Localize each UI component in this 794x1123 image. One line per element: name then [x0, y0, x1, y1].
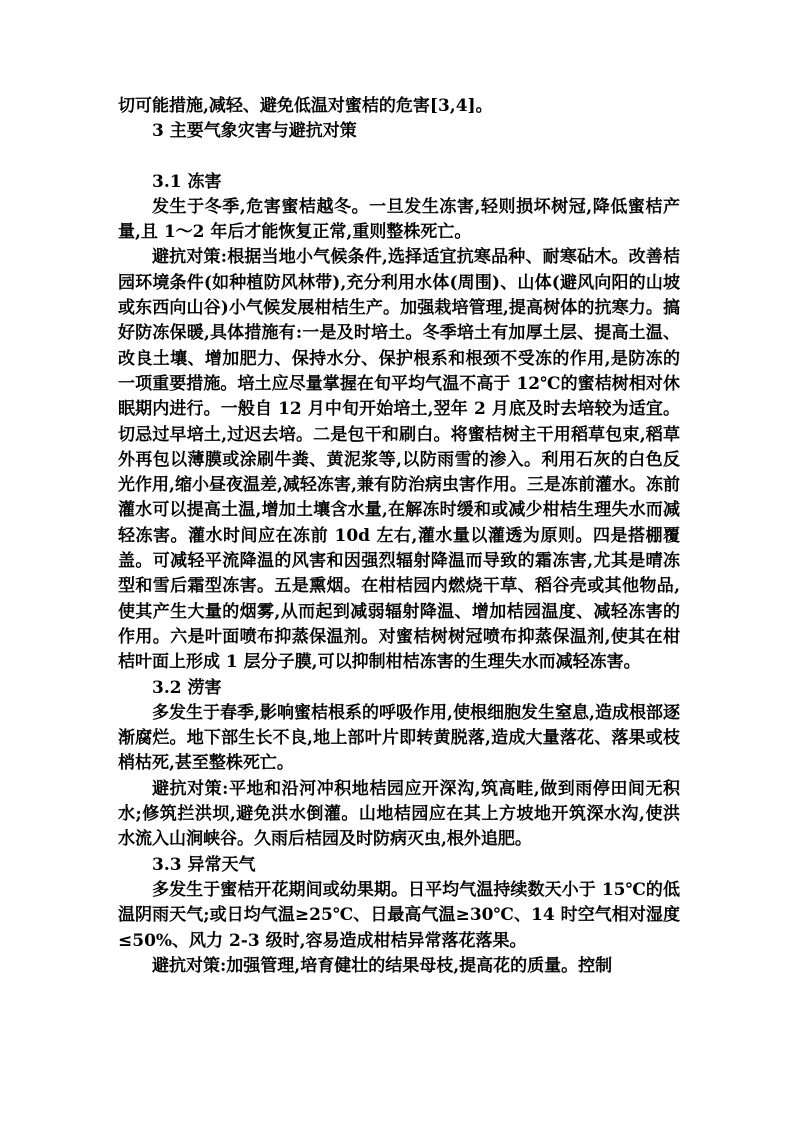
section-3-heading: 3 主要气象灾害与避抗对策 [152, 121, 357, 142]
section-3-1-paragraph-2: 避抗对策:根据当地小气候条件,选择适宜抗寒品种、耐寒砧木。改善桔园环境条件(如种植防风林带),充分利用水体(周围)、山体(避风向阳的山坡或东西向山谷)小气候发展柑桔生产。加强栽培管理,提高树体的抗寒力。搞好防冻保暖,具体措施有:一是及时培土。冬季培土有加厚土层、提高土温、改良土壤、增加肥力、保持水分、保护根系和根颈不受冻的作用,是防冻的一项重要措施。培土应尽量掌握在旬平均气温不高于 12℃的蜜桔树相对休眠期内进行。一般自 12 月中旬开始培土,翌年 2 月底及时去培较为适宜。切忌过早培土,过迟去培。二是包干和刷白。将蜜桔树主干用稻草包束,稻草外再包以薄膜或涂刷牛粪、黄泥浆等,以防雨雪的渗入。利用石灰的白色反光作用,缩小昼夜温差,减轻冻害,兼有防治病虫害作用。三是冻前灌水。冻前灌水可以提高土温,增加土壤含水量,在解冻时缓和或减少柑桔生理失水而减轻冻害。灌水时间应在冻前 10d 左右,灌水量以灌透为原则。四是搭棚覆盖。可减轻平流降温的风害和因强烈辐射降温而导致的霜冻害,尤其是晴冻型和雪后霜型冻害。五是熏烟。在柑桔园内燃烧干草、稻谷壳或其他物品,使其产生大量的烟雾,从而起到减弱辐射降温、增加桔园温度、减轻冻害的作用。六是叶面喷布抑蒸保温剂。对蜜桔树树冠喷布抑蒸保温剂,使其在柑桔叶面上形成 1 层分子膜,可以抑制柑桔冻害的生理失水而减轻冻害。 [118, 247, 680, 673]
document-page [118, 94, 680, 979]
intro-tail-paragraph: 切可能措施,减轻、避免低温对蜜桔的危害[3,4]。 [118, 96, 493, 116]
section-3-1-heading: 3.1 冻害 [152, 171, 222, 192]
section-3-3-paragraph-2: 避抗对策:加强管理,培育健壮的结果母枝,提高花的质量。控制 [152, 955, 613, 976]
section-3-3-heading: 3.3 异常天气 [152, 854, 256, 875]
section-3-2-heading: 3.2 涝害 [152, 677, 222, 698]
blank-line [118, 145, 680, 170]
section-3-2-paragraph-2: 避抗对策:平地和沿河冲积地桔园应开深沟,筑高畦,做到雨停田间无积水;修筑拦洪坝,避免洪水倒灌。山地桔园应在其上方坡地开筑深水沟,使洪水流入山涧峡谷。久雨后桔园及时防病灭虫,根外追肥。 [118, 778, 680, 850]
section-3-1-paragraph-1: 发生于冬季,危害蜜桔越冬。一旦发生冻害,轻则损坏树冠,降低蜜桔产量,且 1～2 年后才能恢复正常,重则整株死亡。 [118, 196, 680, 243]
section-3-2-paragraph-1: 多发生于春季,影响蜜桔根系的呼吸作用,使根细胞发生窒息,造成根部逐渐腐烂。地下部生长不良,地上部叶片即转黄脱落,造成大量落花、落果或枝梢枯死,甚至整株死亡。 [118, 702, 680, 774]
section-3-3-paragraph-1: 多发生于蜜桔开花期间或幼果期。日平均气温持续数天小于 15℃的低温阴雨天气;或日均气温≥25℃、日最高气温≥30℃、14 时空气相对湿度≤50%、风力 2-3 级时,容易造成柑桔异常落花落果。 [118, 879, 680, 951]
